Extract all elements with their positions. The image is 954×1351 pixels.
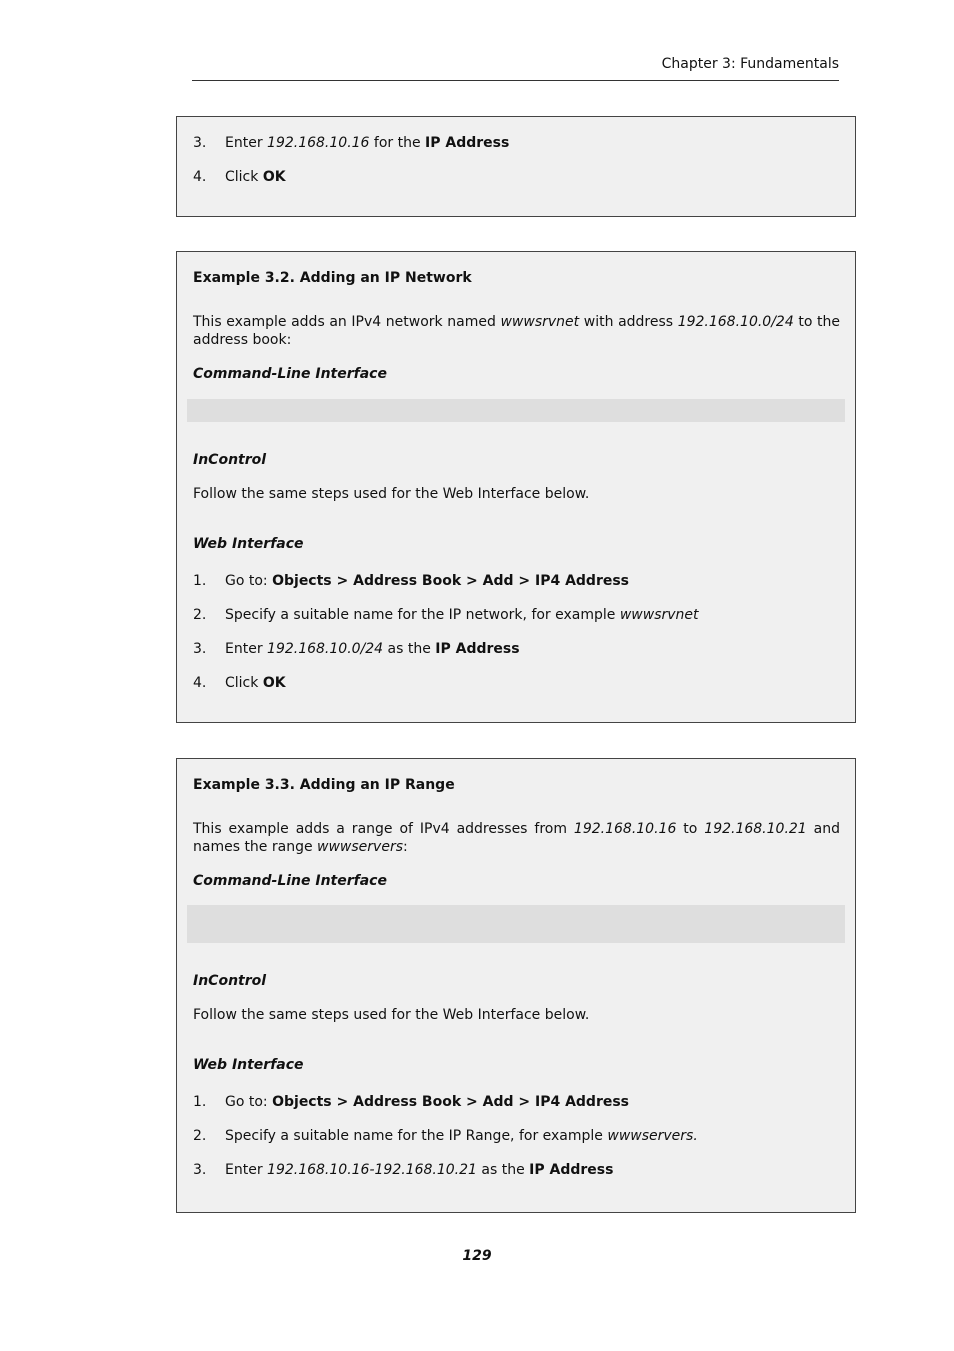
step-enter-ip: Enter 192.168.10.16 for the IP Address — [225, 135, 510, 151]
step-enter-ip: Enter 192.168.10.0/24 as the IP Address — [225, 641, 520, 657]
cli-heading: Command-Line Interface — [193, 873, 387, 889]
step-specify-name: Specify a suitable name for the IP network, for example wwwsrvnet — [225, 607, 699, 623]
page-header — [192, 55, 839, 81]
step-click-ok: Click OK — [225, 169, 286, 185]
step-number: 1. — [193, 1094, 207, 1110]
example-intro: This example adds an IPv4 network named wwwsrvnet with address 192.168.10.0/24 to the address book: — [193, 314, 840, 348]
page-number: 129 — [462, 1248, 492, 1264]
cli-code-block — [187, 905, 845, 943]
example-continuation-box — [176, 116, 856, 217]
incontrol-text: Follow the same steps used for the Web Interface below. — [193, 486, 590, 502]
example-title: Example 3.2. Adding an IP Network — [193, 270, 472, 286]
step-number: 3. — [193, 641, 207, 657]
step-number: 4. — [193, 169, 207, 185]
example-ip-range-box — [176, 758, 856, 1213]
incontrol-heading: InControl — [193, 973, 267, 989]
example-intro: This example adds a range of IPv4 addresses from 192.168.10.16 to 192.168.10.21 and names the range wwwservers: — [193, 821, 840, 855]
step-number: 4. — [193, 675, 207, 691]
step-number: 1. — [193, 573, 207, 589]
example-title: Example 3.3. Adding an IP Range — [193, 777, 455, 793]
chapter-title: Chapter 3: Fundamentals — [661, 56, 839, 72]
step-go-to: Go to: Objects > Address Book > Add > IP4 Address — [225, 1094, 630, 1110]
cli-code-block — [187, 399, 845, 422]
step-go-to: Go to: Objects > Address Book > Add > IP4 Address — [225, 573, 630, 589]
step-enter-ip: Enter 192.168.10.16-192.168.10.21 as the IP Address — [225, 1162, 614, 1178]
example-ip-network-box — [176, 251, 856, 723]
incontrol-heading: InControl — [193, 452, 267, 468]
step-specify-name: Specify a suitable name for the IP Range, for example wwwservers. — [225, 1128, 698, 1144]
incontrol-text: Follow the same steps used for the Web Interface below. — [193, 1007, 590, 1023]
web-interface-heading: Web Interface — [193, 1057, 304, 1073]
step-number: 2. — [193, 1128, 207, 1144]
cli-heading: Command-Line Interface — [193, 366, 387, 382]
web-interface-heading: Web Interface — [193, 536, 304, 552]
step-number: 3. — [193, 1162, 207, 1178]
step-number: 2. — [193, 607, 207, 623]
step-number: 3. — [193, 135, 207, 151]
step-click-ok: Click OK — [225, 675, 286, 691]
